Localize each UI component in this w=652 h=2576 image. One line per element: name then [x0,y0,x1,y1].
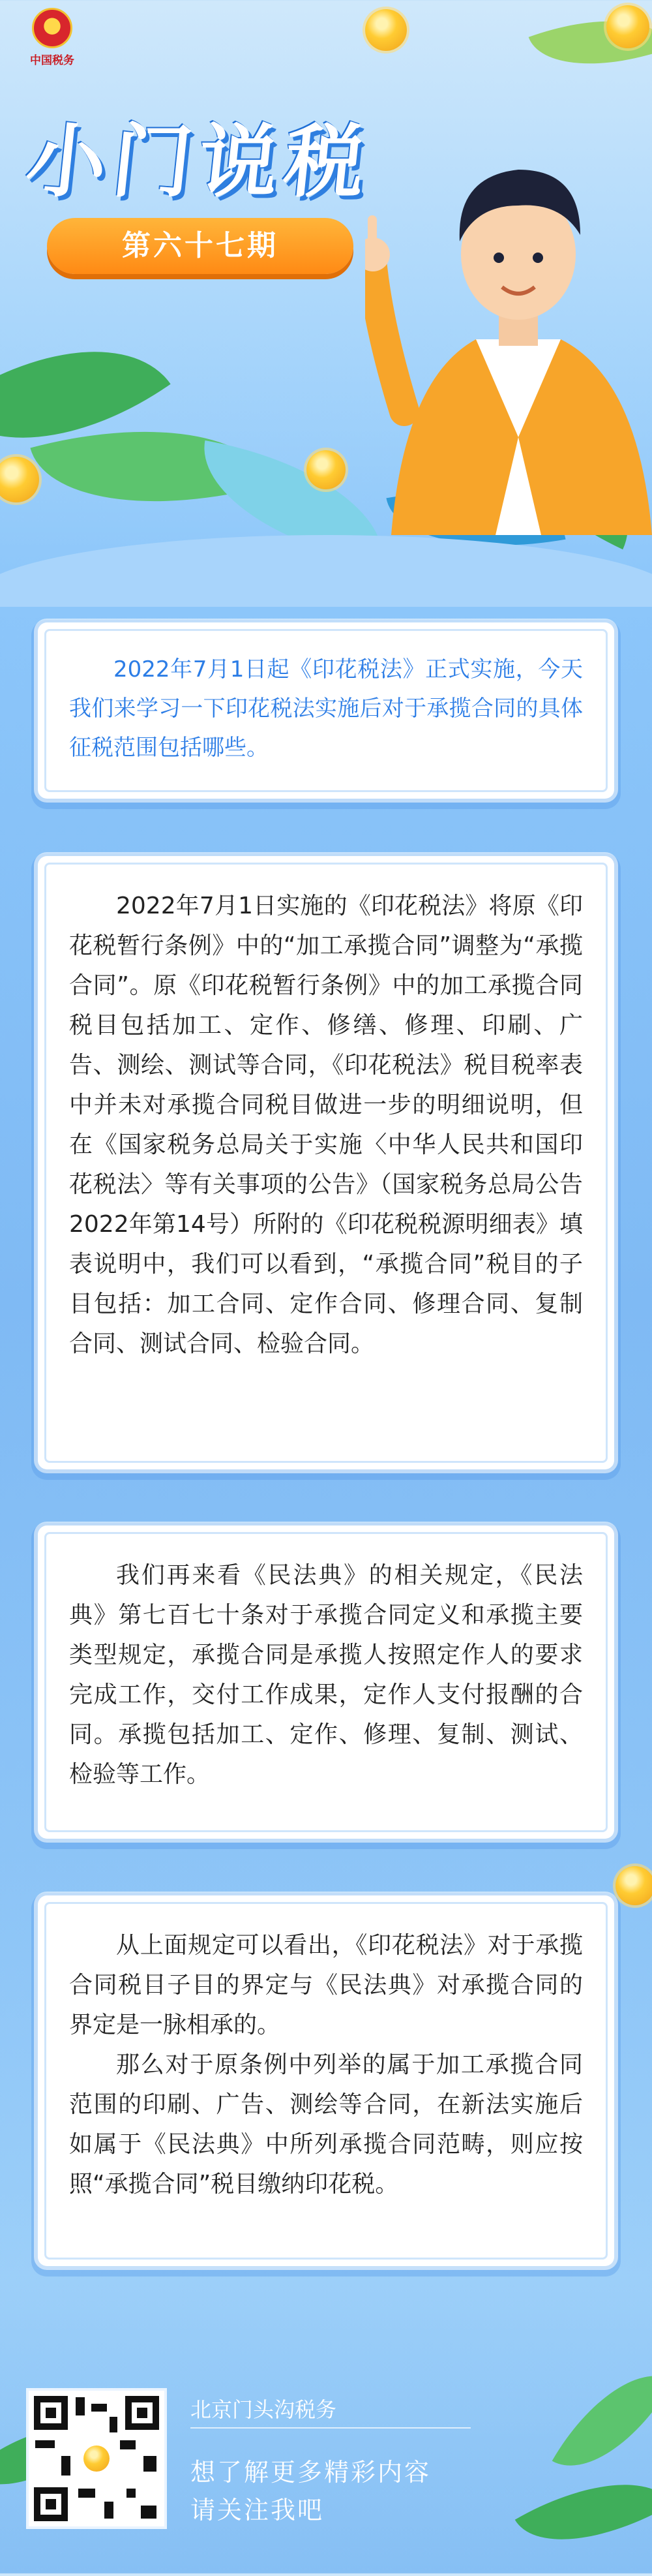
coin-icon [365,9,407,51]
page-title: 小门说税 [22,115,376,208]
content-card-1 [38,856,614,1469]
intro-text: 2022年7月1日起《印花税法》正式实施，今天我们来学习一下印花税法实施后对于承揽合同的具体征税范围包括哪些。 [69,656,583,761]
account-name: 北京门头沟税务 [190,2397,337,2422]
leaf-decoration [515,2448,652,2576]
coin-icon [306,450,346,489]
paragraph-civil-code: 我们再来看《民法典》的相关规定，《民法典》第七百七十条对于承揽合同定义和承揽主要类型规定，承揽合同是承揽人按照定作人的要求完成工作，交付工作成果，定作人支付报酬的合同。承揽包括加工、定作、修理、复制、测试、检验等工作。 [69,1562,583,1788]
coin-icon [606,5,649,48]
content-card-3 [38,1895,614,2266]
tax-emblem [25,8,80,67]
coin-icon [0,457,39,502]
qr-logo-icon [83,2446,110,2472]
cartoon-person-illustration [365,130,652,535]
follow-cta [190,2453,431,2529]
hero-wave [0,535,652,607]
content-card-2 [38,1526,614,1839]
emblem-text: 中国税务 [30,54,74,67]
hero-banner [0,0,652,607]
leaf-decoration [552,2348,652,2493]
paragraph-conclusion-2: 那么对于原条例中列举的属于加工承揽合同范围的印刷、广告、测绘等合同，在新法实施后如属于《民法典》中所列承揽合同范畴，则应按照“承揽合同”税目缴纳印花税。 [69,2051,583,2198]
paragraph-stamp-tax-law: 2022年7月1日实施的《印花税法》将原《印花税暂行条例》中的“加工承揽合同”调整为“承揽合同”。原《印花税暂行条例》中的加工承揽合同税目包括加工、定作、修缮、修理、印刷、广告、测绘、测试等合同，《印花税法》税目税率表中并未对承揽合同税目做进一步的明细说明，但在《国家税务总局关于实施〈中华人民共和国印花税法〉等有关事项的公告》（国家税务总局公告2022年第14号）所附的《印花税税源明细表》填表说明中，我们可以看到，“承揽合同”税目的子目包括：加工合同、定作合同、修理合同、复制合同、测试合同、检验合同。 [69,893,583,1357]
footer-divider [190,2427,471,2429]
emblem-seal-icon [32,8,72,48]
footer [0,2336,652,2573]
paragraph-conclusion-1: 从上面规定可以看出，《印花税法》对于承揽合同税目子目的界定与《民法典》对承揽合同的界定是一脉相承的。 [69,1932,583,2038]
cta-line-2: 请关注我吧 [190,2496,325,2524]
cta-line-1: 想了解更多精彩内容 [190,2458,432,2487]
intro-card [38,622,614,799]
coin-icon [615,1866,652,1905]
issue-badge: 第六十七期 [47,218,353,274]
qr-code[interactable] [26,2388,167,2529]
